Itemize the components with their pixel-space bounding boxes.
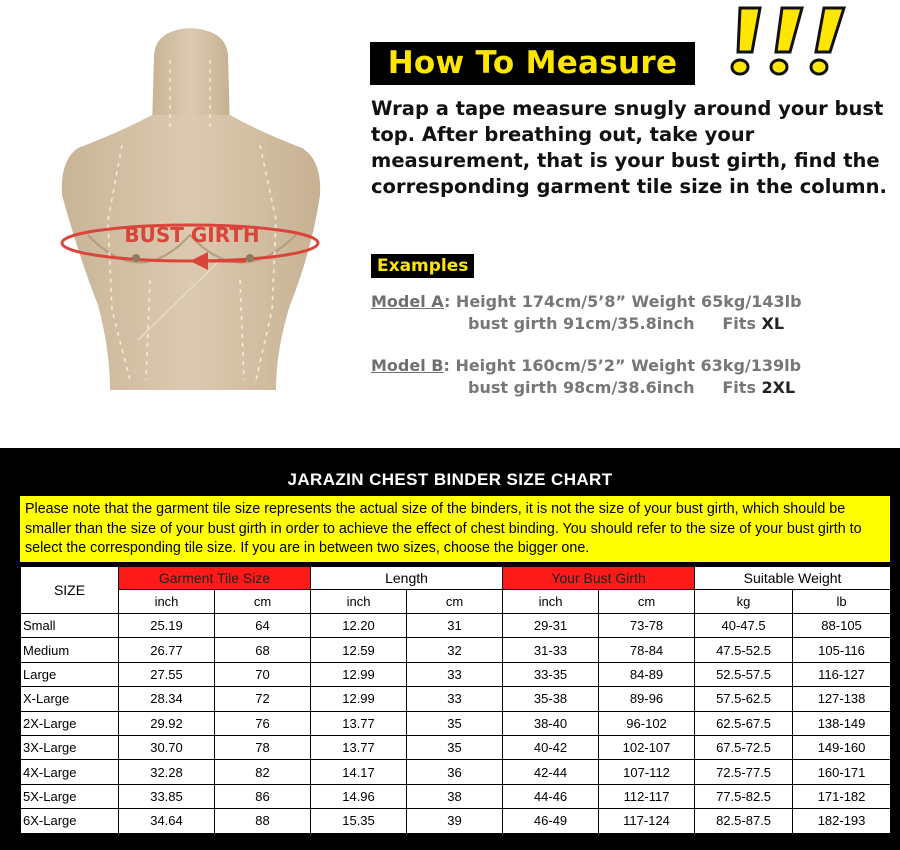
table-cell: 76 [215, 711, 311, 735]
table-cell: 40-42 [503, 735, 599, 759]
table-cell: 117-124 [599, 809, 695, 833]
table-cell: 35-38 [503, 687, 599, 711]
table-cell: 78-84 [599, 638, 695, 662]
table-cell: 28.34 [119, 687, 215, 711]
table-row [21, 687, 891, 711]
model-weight: Weight 65kg/143lb [631, 292, 802, 311]
table-cell: 32.28 [119, 760, 215, 784]
length-header: Length [311, 567, 503, 590]
size-chart-title: JARAZIN CHEST BINDER SIZE CHART [287, 470, 613, 489]
table-cell: 86 [215, 784, 311, 808]
model-height: Height 174cm/5’8” [455, 292, 626, 311]
table-row [21, 711, 891, 735]
table-cell: 29-31 [503, 614, 599, 638]
table-cell: 15.35 [311, 809, 407, 833]
table-row [21, 662, 891, 686]
table-cell: 160-171 [793, 760, 891, 784]
table-row [21, 638, 891, 662]
garment-tile-size-header: Garment Tile Size [119, 567, 311, 590]
model-weight: Weight 63kg/139lb [631, 356, 802, 375]
table-cell: 38 [407, 784, 503, 808]
measure-instructions: Wrap a tape measure snugly around your bust top. After breathing out, take your measurement, that is your bust girth, find the corresponding garment tile size in the column. [371, 97, 887, 198]
table-cell: 182-193 [793, 809, 891, 833]
model-height: Height 160cm/5’2” [455, 356, 626, 375]
table-cell: 31 [407, 614, 503, 638]
table-cell: 12.99 [311, 687, 407, 711]
table-cell: 73-78 [599, 614, 695, 638]
model-bust: bust girth 91cm/35.8inch [468, 314, 695, 333]
table-cell: 14.17 [311, 760, 407, 784]
table-cell: 35 [407, 711, 503, 735]
model-tag: Model B [371, 356, 444, 375]
unit-header: inch [311, 590, 407, 614]
model-fits-label: Fits [722, 314, 756, 333]
table-cell: 171-182 [793, 784, 891, 808]
size-cell: 4X-Large [21, 760, 119, 784]
examples-label: Examples [371, 254, 474, 278]
table-cell: 138-149 [793, 711, 891, 735]
mannequin-figure [50, 20, 340, 400]
table-cell: 64 [215, 614, 311, 638]
size-column-header: SIZE [21, 567, 119, 614]
size-cell: X-Large [21, 687, 119, 711]
table-cell: 78 [215, 735, 311, 759]
size-cell: 3X-Large [21, 735, 119, 759]
table-cell: 35 [407, 735, 503, 759]
unit-header: kg [695, 590, 793, 614]
size-cell: 5X-Large [21, 784, 119, 808]
table-cell: 127-138 [793, 687, 891, 711]
size-cell: Small [21, 614, 119, 638]
table-cell: 26.77 [119, 638, 215, 662]
table-cell: 52.5-57.5 [695, 662, 793, 686]
unit-header: cm [215, 590, 311, 614]
table-cell: 14.96 [311, 784, 407, 808]
size-note: Please note that the garment tile size represents the actual size of the binders, it is not the size of your bust girth, which should be smaller than the size of your bust girth in order to achieve the effect of chest binding. You should refer to the size of your bust girth to select the corresponding tile size. If you are in between two sizes, choose the bigger one. [20, 496, 890, 562]
table-cell: 12.99 [311, 662, 407, 686]
table-cell: 82 [215, 760, 311, 784]
table-cell: 112-117 [599, 784, 695, 808]
table-cell: 33-35 [503, 662, 599, 686]
suitable-weight-header: Suitable Weight [695, 567, 891, 590]
model-b-example: Model B: Height 160cm/5’2” Weight 63kg/139lb bust girth 98cm/38.6inch Fits 2XL [371, 356, 802, 397]
table-cell: 31-33 [503, 638, 599, 662]
table-cell: 30.70 [119, 735, 215, 759]
table-cell: 33 [407, 662, 503, 686]
size-table [20, 566, 891, 834]
table-cell: 62.5-67.5 [695, 711, 793, 735]
model-fits-label: Fits [722, 378, 756, 397]
table-cell: 107-112 [599, 760, 695, 784]
table-cell: 36 [407, 760, 503, 784]
model-fits-size: XL [761, 314, 785, 333]
table-cell: 39 [407, 809, 503, 833]
table-cell: 84-89 [599, 662, 695, 686]
table-cell: 25.19 [119, 614, 215, 638]
model-tag: Model A [371, 292, 444, 311]
table-cell: 29.92 [119, 711, 215, 735]
table-cell: 149-160 [793, 735, 891, 759]
table-cell: 13.77 [311, 735, 407, 759]
size-cell: Large [21, 662, 119, 686]
table-row [21, 735, 891, 759]
model-a-example: Model A: Height 174cm/5’8” Weight 65kg/143lb bust girth 91cm/35.8inch Fits XL [371, 292, 802, 333]
unit-header: inch [503, 590, 599, 614]
unit-header: inch [119, 590, 215, 614]
table-cell: 89-96 [599, 687, 695, 711]
table-row [21, 809, 891, 833]
unit-header: cm [599, 590, 695, 614]
table-cell: 46-49 [503, 809, 599, 833]
table-cell: 34.64 [119, 809, 215, 833]
table-cell: 57.5-62.5 [695, 687, 793, 711]
page-title: How To Measure [370, 42, 695, 85]
table-row [21, 760, 891, 784]
table-cell: 88-105 [793, 614, 891, 638]
table-cell: 33.85 [119, 784, 215, 808]
table-cell: 70 [215, 662, 311, 686]
table-row [21, 784, 891, 808]
table-cell: 116-127 [793, 662, 891, 686]
table-cell: 44-46 [503, 784, 599, 808]
unit-header: cm [407, 590, 503, 614]
table-cell: 88 [215, 809, 311, 833]
table-cell: 96-102 [599, 711, 695, 735]
table-cell: 38-40 [503, 711, 599, 735]
table-cell: 102-107 [599, 735, 695, 759]
size-cell: Medium [21, 638, 119, 662]
table-cell: 82.5-87.5 [695, 809, 793, 833]
table-cell: 105-116 [793, 638, 891, 662]
table-cell: 12.20 [311, 614, 407, 638]
table-cell: 47.5-52.5 [695, 638, 793, 662]
table-cell: 13.77 [311, 711, 407, 735]
table-cell: 72.5-77.5 [695, 760, 793, 784]
table-cell: 68 [215, 638, 311, 662]
table-cell: 27.55 [119, 662, 215, 686]
table-row [21, 614, 891, 638]
model-fits-size: 2XL [761, 378, 796, 397]
table-cell: 77.5-82.5 [695, 784, 793, 808]
size-cell: 2X-Large [21, 711, 119, 735]
table-cell: 72 [215, 687, 311, 711]
table-cell: 33 [407, 687, 503, 711]
exclamation-icon [718, 4, 848, 78]
model-bust: bust girth 98cm/38.6inch [468, 378, 695, 397]
table-cell: 40-47.5 [695, 614, 793, 638]
table-cell: 32 [407, 638, 503, 662]
bust-girth-header: Your Bust Girth [503, 567, 695, 590]
table-cell: 42-44 [503, 760, 599, 784]
table-cell: 12.59 [311, 638, 407, 662]
table-cell: 67.5-72.5 [695, 735, 793, 759]
size-cell: 6X-Large [21, 809, 119, 833]
bust-girth-label: BUST GIRTH [124, 223, 260, 247]
unit-header: lb [793, 590, 891, 614]
